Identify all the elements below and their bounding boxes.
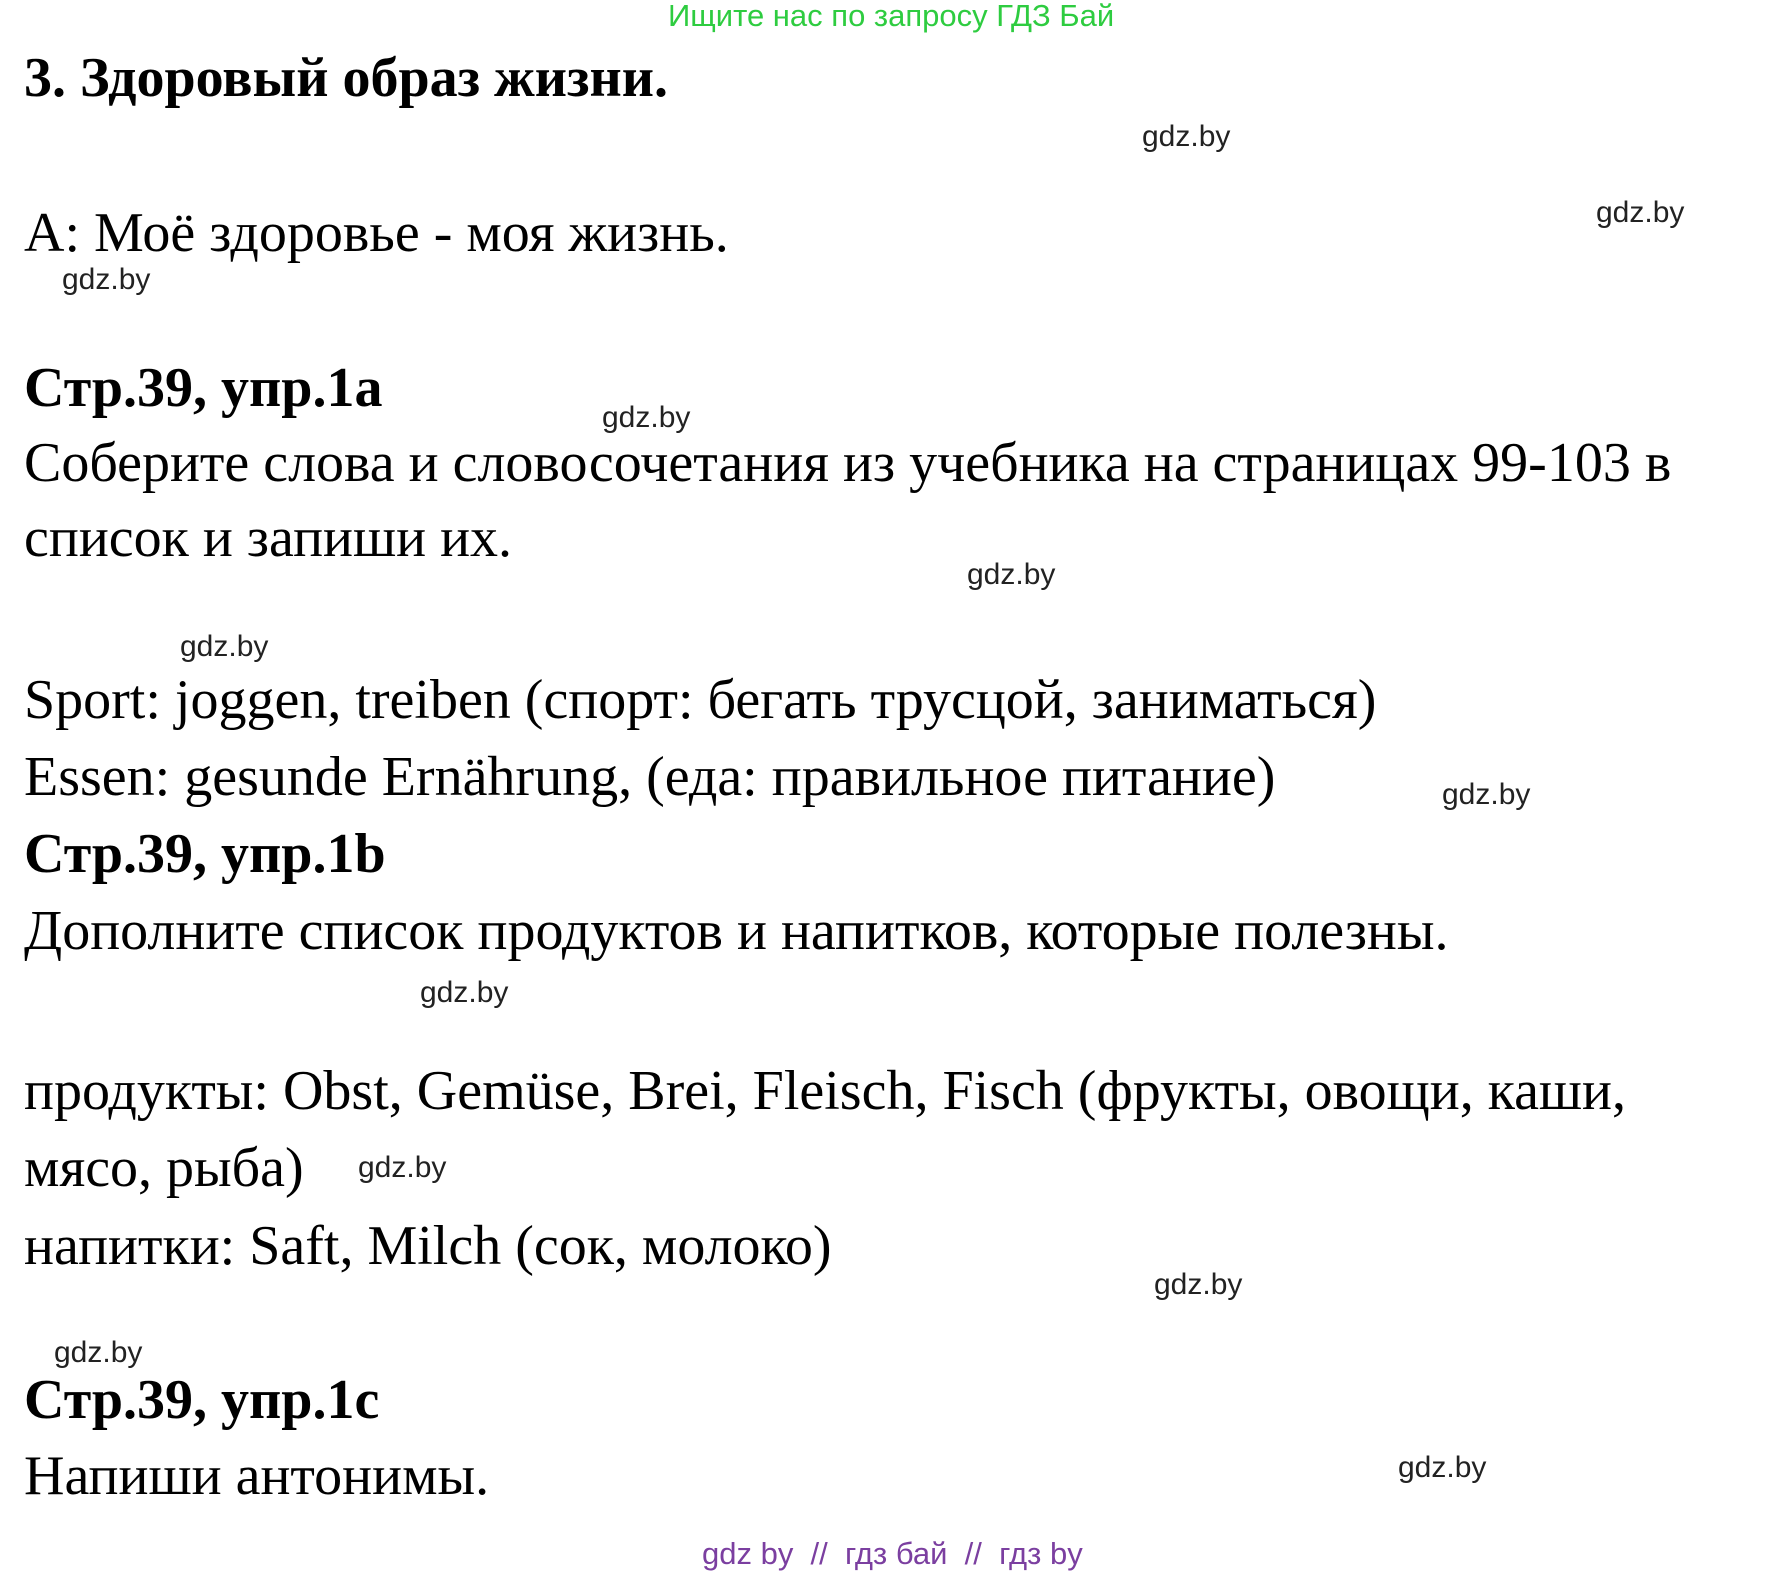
watermark: gdz.by [1442, 778, 1531, 811]
answer-line: продукты: Obst, Gemüse, Brei, Fleisch, Fisch (фрукты, овощи, каши, [24, 1060, 1627, 1122]
watermark: gdz.by [54, 1336, 143, 1369]
watermark: gdz.by [180, 630, 269, 663]
answer-line: мясо, рыба) [24, 1137, 304, 1199]
watermark: gdz.by [602, 401, 691, 434]
watermark: gdz.by [1596, 196, 1685, 229]
watermark: gdz.by [967, 558, 1056, 591]
task-line: список и запиши их. [24, 507, 513, 569]
section-heading-1c: Стр.39, упр.1c [24, 1369, 380, 1431]
answer-line: напитки: Saft, Milch (сок, молоко) [24, 1215, 832, 1277]
watermark: gdz.by [420, 976, 509, 1009]
task-line: Дополните список продуктов и напитков, которые полезны. [24, 900, 1449, 962]
top-banner: Ищите нас по запросу ГДЗ Бай [668, 0, 1115, 33]
page-title: 3. Здоровый образ жизни. [24, 47, 669, 109]
footer-watermark: gdz by // гдз бай // гдз by [702, 1536, 1083, 1571]
section-heading-1a: Стр.39, упр.1а [24, 357, 383, 419]
watermark: gdz.by [1142, 120, 1231, 153]
watermark: gdz.by [358, 1151, 447, 1184]
section-heading-1b: Стр.39, упр.1b [24, 823, 386, 885]
task-line: Соберите слова и словосочетания из учебника на страницах 99-103 в [24, 432, 1672, 494]
page-subtitle: A: Моё здоровье - моя жизнь. [24, 202, 729, 264]
watermark: gdz.by [1398, 1451, 1487, 1484]
watermark: gdz.by [62, 263, 151, 296]
answer-line: Essen: gesunde Ernährung, (еда: правильное питание) [24, 746, 1276, 808]
task-line: Напиши антонимы. [24, 1445, 490, 1507]
answer-line: Sport: joggen, treiben (спорт: бегать трусцой, заниматься) [24, 669, 1377, 731]
watermark: gdz.by [1154, 1268, 1243, 1301]
